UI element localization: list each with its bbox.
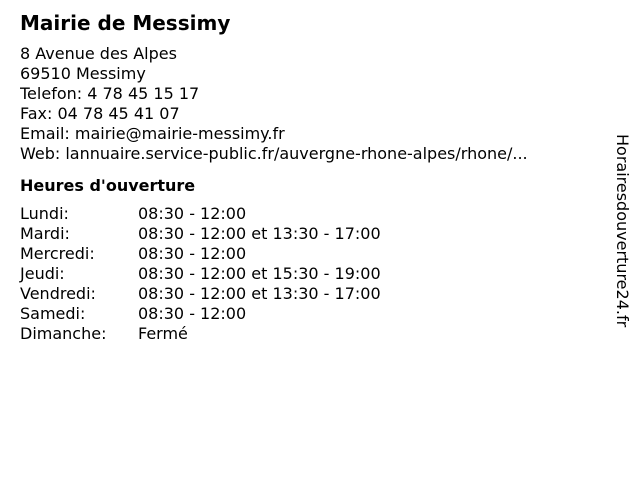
hours-row-lundi xyxy=(20,204,600,224)
site-brand-watermark: Horairesdouverture24.fr xyxy=(613,134,632,328)
day-label: Dimanche: xyxy=(20,324,107,343)
day-label: Mercredi: xyxy=(20,244,95,263)
address-city: 69510 Messimy xyxy=(20,64,146,83)
day-label: Mardi: xyxy=(20,224,70,243)
day-hours: 08:30 - 12:00 xyxy=(138,204,247,223)
contact-block xyxy=(20,44,600,164)
fax-line: Fax: 04 78 45 41 07 xyxy=(20,104,180,123)
day-hours: Fermé xyxy=(138,324,188,343)
hours-row-mardi xyxy=(20,224,600,244)
day-hours: 08:30 - 12:00 et 15:30 - 19:00 xyxy=(138,264,381,283)
day-hours: 08:30 - 12:00 xyxy=(138,244,247,263)
hours-row-vendredi xyxy=(20,284,600,304)
email-line[interactable]: Email: mairie@mairie-messimy.fr xyxy=(20,124,285,143)
day-hours: 08:30 - 12:00 et 13:30 - 17:00 xyxy=(138,224,381,243)
hours-heading: Heures d'ouverture xyxy=(20,176,196,195)
day-hours: 08:30 - 12:00 et 13:30 - 17:00 xyxy=(138,284,381,303)
page-title: Mairie de Messimy xyxy=(20,11,231,35)
day-label: Samedi: xyxy=(20,304,86,323)
day-label: Lundi: xyxy=(20,204,69,223)
phone-line[interactable]: Telefon: 4 78 45 15 17 xyxy=(20,84,200,103)
hours-row-samedi xyxy=(20,304,600,324)
hours-table xyxy=(20,204,600,344)
day-label: Vendredi: xyxy=(20,284,96,303)
day-hours: 08:30 - 12:00 xyxy=(138,304,247,323)
website-line[interactable]: Web: lannuaire.service-public.fr/auvergne-rhone-alpes/rhone/... xyxy=(20,144,528,163)
address-street: 8 Avenue des Alpes xyxy=(20,44,177,63)
listing-card xyxy=(20,10,600,344)
day-label: Jeudi: xyxy=(20,264,65,283)
hours-row-mercredi xyxy=(20,244,600,264)
hours-row-jeudi xyxy=(20,264,600,284)
hours-row-dimanche xyxy=(20,324,600,344)
